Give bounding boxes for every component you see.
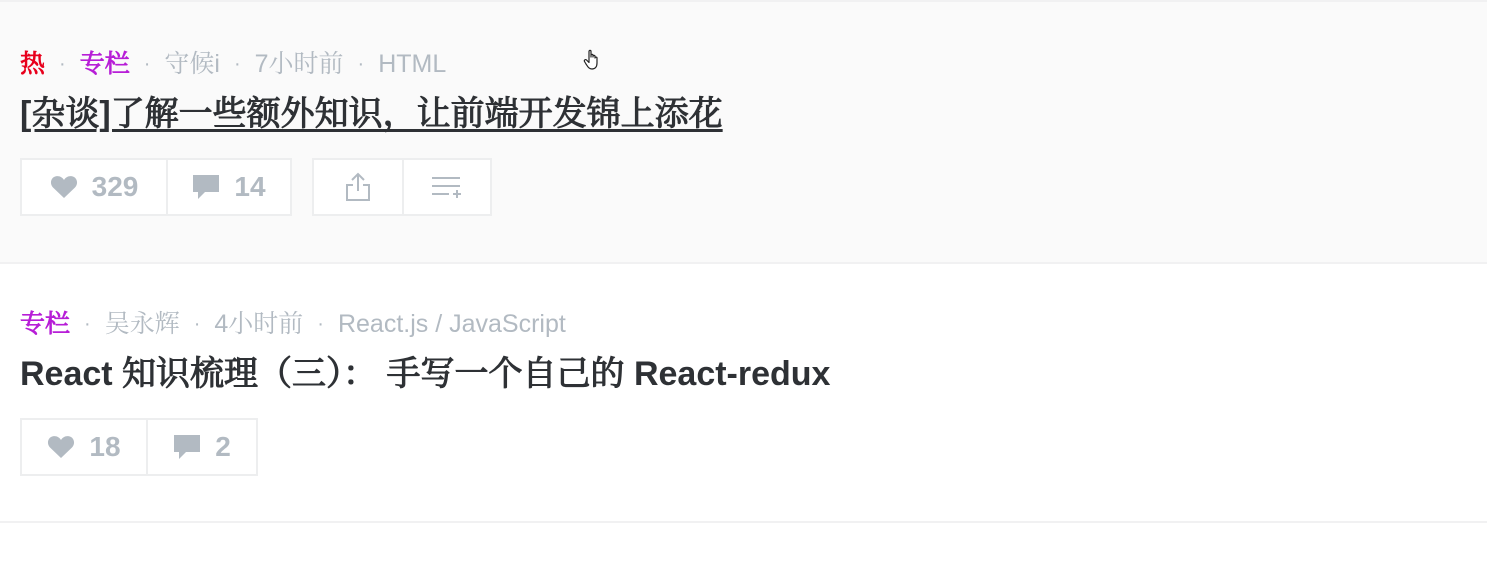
tag-link[interactable]: HTML bbox=[378, 50, 447, 78]
stats-group bbox=[20, 158, 292, 216]
column-badge[interactable]: 专栏 bbox=[20, 310, 71, 338]
author-link[interactable]: 吴永辉 bbox=[104, 310, 180, 338]
share-button[interactable] bbox=[314, 160, 402, 214]
comment-bubble-icon bbox=[192, 174, 220, 200]
entry-title bbox=[20, 352, 1467, 396]
meta-separator: · bbox=[317, 313, 324, 335]
meta-separator: · bbox=[143, 53, 151, 75]
author-link[interactable]: 守候i bbox=[164, 50, 220, 78]
stats-group bbox=[20, 418, 258, 476]
collect-button[interactable] bbox=[402, 160, 490, 214]
action-bar bbox=[20, 418, 1467, 476]
action-bar bbox=[20, 158, 1467, 216]
comment-button[interactable] bbox=[166, 160, 290, 214]
entry-item[interactable] bbox=[0, 0, 1487, 264]
comment-count: 2 bbox=[215, 431, 231, 462]
post-time: 7小时前 bbox=[254, 50, 344, 78]
heart-icon bbox=[47, 435, 75, 459]
like-button[interactable] bbox=[22, 420, 146, 474]
heart-icon bbox=[50, 175, 78, 199]
hand-pointer-icon bbox=[583, 48, 603, 72]
comment-count: 14 bbox=[234, 171, 266, 202]
entry-meta bbox=[20, 306, 1467, 342]
meta-separator: · bbox=[59, 53, 66, 75]
tag-link[interactable]: React.js / JavaScript bbox=[337, 310, 566, 338]
like-button[interactable] bbox=[22, 160, 166, 214]
comment-bubble-icon bbox=[173, 434, 201, 460]
post-time: 4小时前 bbox=[214, 310, 304, 338]
share-icon bbox=[344, 172, 372, 202]
entry-meta bbox=[20, 46, 1467, 82]
meta-separator: · bbox=[193, 313, 201, 335]
comment-button[interactable] bbox=[146, 420, 256, 474]
entry-title bbox=[20, 92, 1467, 136]
meta-separator: · bbox=[357, 53, 365, 75]
tools-group bbox=[312, 158, 492, 216]
entry-title-link[interactable]: [杂谈]了解一些额外知识，让前端开发锦上添花 bbox=[20, 95, 723, 133]
meta-separator: · bbox=[84, 313, 91, 335]
meta-separator: · bbox=[233, 53, 241, 75]
hot-badge: 热 bbox=[20, 50, 46, 78]
entry-item[interactable] bbox=[0, 264, 1487, 523]
column-badge[interactable]: 专栏 bbox=[79, 50, 130, 78]
like-count: 18 bbox=[89, 431, 121, 462]
entry-title-link[interactable]: React 知识梳理（三）： 手写一个自己的 React-redux bbox=[20, 355, 831, 393]
add-to-collection-icon bbox=[431, 175, 463, 199]
like-count: 329 bbox=[91, 171, 139, 202]
